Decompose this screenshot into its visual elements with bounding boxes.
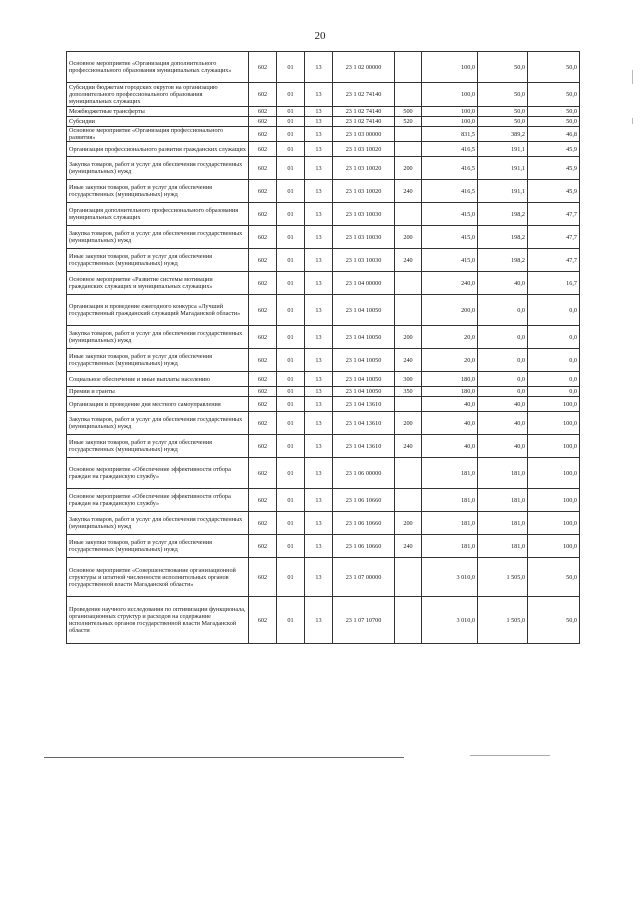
cell-section: 01: [277, 597, 305, 644]
cell-section: 01: [277, 127, 305, 142]
cell-percent: 0,0: [528, 326, 580, 349]
cell-planned: 181,0: [422, 458, 478, 489]
cell-name: Субсидии: [67, 117, 249, 127]
cell-name: Проведение научного исследования по оптимизации функционала, организационных структур и расходов на содержание исполнительных органов государственной власти Магаданской области: [67, 597, 249, 644]
cell-target-article: 23 1 06 10660: [333, 512, 395, 535]
cell-expense-type: 240: [395, 349, 422, 372]
cell-ved: 602: [249, 127, 277, 142]
cell-target-article: 23 1 04 10050: [333, 372, 395, 387]
table-row: [67, 489, 580, 512]
cell-planned: 181,0: [422, 489, 478, 512]
cell-ved: 602: [249, 203, 277, 226]
table-row: [67, 412, 580, 435]
page-number: 20: [314, 30, 326, 42]
table-row: [67, 107, 580, 117]
cell-name: Межбюджетные трансферты: [67, 107, 249, 117]
cell-ved: 602: [249, 412, 277, 435]
cell-planned: 180,0: [422, 387, 478, 397]
cell-subsection: 13: [305, 117, 333, 127]
cell-subsection: 13: [305, 489, 333, 512]
cell-expense-type: 200: [395, 412, 422, 435]
cell-name: Закупка товаров, работ и услуг для обеспечения государственных (муниципальных) нужд: [67, 226, 249, 249]
cell-target-article: 23 1 04 10050: [333, 349, 395, 372]
cell-percent: 47,7: [528, 226, 580, 249]
cell-name: Основное мероприятие «Обеспечение эффективности отбора граждан на гражданскую службу»: [67, 489, 249, 512]
cell-planned: 181,0: [422, 512, 478, 535]
cell-planned: 415,0: [422, 226, 478, 249]
cell-ved: 602: [249, 387, 277, 397]
cell-subsection: 13: [305, 52, 333, 83]
cell-ved: 602: [249, 180, 277, 203]
cell-subsection: 13: [305, 412, 333, 435]
cell-subsection: 13: [305, 397, 333, 412]
cell-subsection: 13: [305, 203, 333, 226]
cell-planned: 416,5: [422, 180, 478, 203]
cell-section: 01: [277, 83, 305, 107]
cell-ved: 602: [249, 107, 277, 117]
cell-ved: 602: [249, 52, 277, 83]
cell-executed: 181,0: [478, 512, 528, 535]
cell-expense-type: 240: [395, 435, 422, 458]
cell-percent: 47,7: [528, 249, 580, 272]
cell-target-article: 23 1 03 10030: [333, 249, 395, 272]
cell-subsection: 13: [305, 83, 333, 107]
cell-planned: 831,5: [422, 127, 478, 142]
cell-target-article: 23 1 02 74140: [333, 107, 395, 117]
cell-target-article: 23 1 04 13610: [333, 412, 395, 435]
cell-percent: 50,0: [528, 597, 580, 644]
cell-subsection: 13: [305, 157, 333, 180]
cell-name: Закупка товаров, работ и услуг для обеспечения государственных (муниципальных) нужд: [67, 512, 249, 535]
cell-executed: 191,1: [478, 142, 528, 157]
cell-subsection: 13: [305, 127, 333, 142]
cell-name: Организация профессионального развития гражданских служащих: [67, 142, 249, 157]
cell-planned: 415,0: [422, 203, 478, 226]
table-row: [67, 180, 580, 203]
table-row: [67, 83, 580, 107]
cell-subsection: 13: [305, 249, 333, 272]
cell-name: Иные закупки товаров, работ и услуг для обеспечения государственных (муниципальных) нужд: [67, 249, 249, 272]
cell-name: Премии и гранты: [67, 387, 249, 397]
cell-subsection: 13: [305, 458, 333, 489]
cell-executed: 0,0: [478, 326, 528, 349]
cell-section: 01: [277, 435, 305, 458]
cell-section: 01: [277, 387, 305, 397]
cell-percent: 16,7: [528, 272, 580, 295]
cell-name: Иные закупки товаров, работ и услуг для обеспечения государственных (муниципальных) нужд: [67, 435, 249, 458]
cell-percent: 100,0: [528, 412, 580, 435]
cell-planned: 416,5: [422, 142, 478, 157]
cell-executed: 198,2: [478, 203, 528, 226]
cell-name: Иные закупки товаров, работ и услуг для обеспечения государственных (муниципальных) нужд: [67, 349, 249, 372]
table-row: [67, 203, 580, 226]
cell-executed: 198,2: [478, 249, 528, 272]
cell-section: 01: [277, 142, 305, 157]
cell-target-article: 23 1 06 00000: [333, 458, 395, 489]
cell-target-article: 23 1 04 13610: [333, 435, 395, 458]
cell-subsection: 13: [305, 558, 333, 597]
cell-name: Закупка товаров, работ и услуг для обеспечения государственных (муниципальных) нужд: [67, 157, 249, 180]
cell-section: 01: [277, 512, 305, 535]
cell-target-article: 23 1 03 10030: [333, 226, 395, 249]
cell-target-article: 23 1 06 10660: [333, 489, 395, 512]
cell-section: 01: [277, 272, 305, 295]
cell-target-article: 23 1 04 10050: [333, 387, 395, 397]
cell-name: Закупка товаров, работ и услуг для обеспечения государственных (муниципальных) нужд: [67, 326, 249, 349]
cell-executed: 50,0: [478, 117, 528, 127]
table-row: [67, 249, 580, 272]
cell-percent: 46,8: [528, 127, 580, 142]
cell-expense-type: 200: [395, 157, 422, 180]
scan-edge-mark: [632, 118, 633, 124]
cell-expense-type: 240: [395, 535, 422, 558]
cell-percent: 45,9: [528, 180, 580, 203]
cell-section: 01: [277, 326, 305, 349]
cell-expense-type: [395, 272, 422, 295]
cell-executed: 0,0: [478, 387, 528, 397]
cell-target-article: 23 1 03 10020: [333, 142, 395, 157]
table-row: [67, 326, 580, 349]
cell-subsection: 13: [305, 372, 333, 387]
cell-name: Иные закупки товаров, работ и услуг для обеспечения государственных (муниципальных) нужд: [67, 180, 249, 203]
cell-ved: 602: [249, 326, 277, 349]
cell-percent: 100,0: [528, 458, 580, 489]
cell-percent: 45,9: [528, 142, 580, 157]
cell-section: 01: [277, 157, 305, 180]
cell-ved: 602: [249, 597, 277, 644]
cell-target-article: 23 1 03 00000: [333, 127, 395, 142]
cell-name: Социальное обеспечение и иные выплаты населению: [67, 372, 249, 387]
cell-executed: 50,0: [478, 52, 528, 83]
cell-planned: 40,0: [422, 435, 478, 458]
cell-ved: 602: [249, 372, 277, 387]
table-row: [67, 535, 580, 558]
cell-target-article: 23 1 04 00000: [333, 272, 395, 295]
cell-subsection: 13: [305, 272, 333, 295]
cell-executed: 181,0: [478, 535, 528, 558]
cell-planned: 416,5: [422, 157, 478, 180]
cell-executed: 389,2: [478, 127, 528, 142]
table-row: [67, 295, 580, 326]
cell-expense-type: 300: [395, 372, 422, 387]
cell-percent: 50,0: [528, 52, 580, 83]
cell-expense-type: [395, 52, 422, 83]
cell-name: Организация дополнительного профессионального образования муниципальных служащих: [67, 203, 249, 226]
cell-target-article: 23 1 04 10050: [333, 326, 395, 349]
cell-executed: 0,0: [478, 295, 528, 326]
cell-expense-type: 200: [395, 512, 422, 535]
cell-planned: 100,0: [422, 117, 478, 127]
cell-ved: 602: [249, 458, 277, 489]
bottom-rule: [44, 757, 404, 758]
cell-section: 01: [277, 295, 305, 326]
cell-percent: 100,0: [528, 435, 580, 458]
cell-name: Организация и проведение дня местного самоуправления: [67, 397, 249, 412]
cell-section: 01: [277, 349, 305, 372]
cell-executed: 40,0: [478, 272, 528, 295]
cell-section: 01: [277, 249, 305, 272]
cell-percent: 0,0: [528, 387, 580, 397]
cell-ved: 602: [249, 558, 277, 597]
table-row: [67, 558, 580, 597]
cell-percent: 100,0: [528, 535, 580, 558]
cell-subsection: 13: [305, 295, 333, 326]
scan-edge-mark: [632, 70, 633, 84]
cell-ved: 602: [249, 249, 277, 272]
cell-executed: 40,0: [478, 397, 528, 412]
cell-name: Основное мероприятие «Организация профессионального развития»: [67, 127, 249, 142]
table-row: [67, 272, 580, 295]
cell-subsection: 13: [305, 226, 333, 249]
cell-ved: 602: [249, 83, 277, 107]
cell-name: Основное мероприятие «Обеспечение эффективности отбора граждан на гражданскую службу»: [67, 458, 249, 489]
cell-ved: 602: [249, 295, 277, 326]
cell-target-article: 23 1 03 10020: [333, 157, 395, 180]
cell-percent: 0,0: [528, 349, 580, 372]
table-row: [67, 127, 580, 142]
cell-expense-type: [395, 295, 422, 326]
cell-percent: 100,0: [528, 489, 580, 512]
cell-name: Основное мероприятие «Совершенствование организационной структуры и штатной численности исполнительных органов государственной власти Магаданской области»: [67, 558, 249, 597]
cell-planned: 180,0: [422, 372, 478, 387]
table-row: [67, 458, 580, 489]
cell-executed: 0,0: [478, 372, 528, 387]
table-row: [67, 349, 580, 372]
cell-expense-type: [395, 397, 422, 412]
cell-planned: 40,0: [422, 412, 478, 435]
cell-expense-type: 200: [395, 226, 422, 249]
cell-planned: 100,0: [422, 107, 478, 117]
cell-section: 01: [277, 180, 305, 203]
cell-percent: 50,0: [528, 117, 580, 127]
cell-executed: 0,0: [478, 349, 528, 372]
cell-subsection: 13: [305, 326, 333, 349]
cell-target-article: 23 1 02 74140: [333, 117, 395, 127]
cell-target-article: 23 1 06 10660: [333, 535, 395, 558]
cell-name: Субсидии бюджетам городских округов на организацию дополнительного профессионального образования муниципальных служащих: [67, 83, 249, 107]
cell-executed: 191,1: [478, 180, 528, 203]
cell-ved: 602: [249, 226, 277, 249]
cell-subsection: 13: [305, 435, 333, 458]
cell-planned: 3 010,0: [422, 558, 478, 597]
cell-executed: 191,1: [478, 157, 528, 180]
cell-planned: 20,0: [422, 326, 478, 349]
cell-expense-type: [395, 489, 422, 512]
cell-percent: 45,9: [528, 157, 580, 180]
cell-ved: 602: [249, 397, 277, 412]
cell-planned: 20,0: [422, 349, 478, 372]
cell-target-article: 23 1 03 10030: [333, 203, 395, 226]
cell-target-article: 23 1 07 00000: [333, 558, 395, 597]
cell-executed: 50,0: [478, 83, 528, 107]
cell-percent: 0,0: [528, 295, 580, 326]
cell-expense-type: 500: [395, 107, 422, 117]
cell-planned: 3 010,0: [422, 597, 478, 644]
table-row: [67, 512, 580, 535]
cell-expense-type: [395, 458, 422, 489]
table-row: [67, 157, 580, 180]
cell-ved: 602: [249, 489, 277, 512]
cell-expense-type: [395, 203, 422, 226]
cell-subsection: 13: [305, 535, 333, 558]
cell-section: 01: [277, 535, 305, 558]
cell-expense-type: [395, 142, 422, 157]
cell-section: 01: [277, 397, 305, 412]
cell-target-article: 23 1 04 10050: [333, 295, 395, 326]
cell-ved: 602: [249, 157, 277, 180]
cell-planned: 100,0: [422, 83, 478, 107]
cell-executed: 1 505,0: [478, 597, 528, 644]
cell-executed: 1 505,0: [478, 558, 528, 597]
table-row: [67, 117, 580, 127]
table-row: [67, 387, 580, 397]
cell-executed: 181,0: [478, 489, 528, 512]
cell-name: Основное мероприятие «Организация дополнительного профессионального образования муниципальных служащих»: [67, 52, 249, 83]
budget-table: [66, 51, 580, 644]
cell-expense-type: 240: [395, 180, 422, 203]
cell-subsection: 13: [305, 387, 333, 397]
cell-section: 01: [277, 458, 305, 489]
cell-subsection: 13: [305, 142, 333, 157]
cell-section: 01: [277, 203, 305, 226]
cell-ved: 602: [249, 349, 277, 372]
cell-section: 01: [277, 489, 305, 512]
cell-planned: 100,0: [422, 52, 478, 83]
cell-percent: 0,0: [528, 372, 580, 387]
cell-name: Иные закупки товаров, работ и услуг для обеспечения государственных (муниципальных) нужд: [67, 535, 249, 558]
cell-planned: 181,0: [422, 535, 478, 558]
cell-ved: 602: [249, 435, 277, 458]
cell-name: Организация и проведение ежегодного конкурса «Лучший государственный гражданский служащий Магаданской области»: [67, 295, 249, 326]
cell-subsection: 13: [305, 512, 333, 535]
cell-section: 01: [277, 226, 305, 249]
cell-expense-type: [395, 597, 422, 644]
cell-target-article: 23 1 02 00000: [333, 52, 395, 83]
cell-expense-type: 350: [395, 387, 422, 397]
bottom-rule-faint: [470, 755, 550, 756]
cell-subsection: 13: [305, 597, 333, 644]
cell-percent: 50,0: [528, 558, 580, 597]
cell-target-article: 23 1 04 13610: [333, 397, 395, 412]
cell-expense-type: [395, 127, 422, 142]
cell-percent: 100,0: [528, 512, 580, 535]
cell-executed: 181,0: [478, 458, 528, 489]
cell-executed: 198,2: [478, 226, 528, 249]
cell-ved: 602: [249, 117, 277, 127]
cell-percent: 50,0: [528, 83, 580, 107]
cell-ved: 602: [249, 512, 277, 535]
cell-percent: 47,7: [528, 203, 580, 226]
cell-subsection: 13: [305, 107, 333, 117]
cell-executed: 50,0: [478, 107, 528, 117]
table-row: [67, 597, 580, 644]
cell-section: 01: [277, 412, 305, 435]
table-row: [67, 52, 580, 83]
cell-expense-type: 520: [395, 117, 422, 127]
cell-executed: 40,0: [478, 435, 528, 458]
cell-planned: 200,0: [422, 295, 478, 326]
cell-expense-type: [395, 558, 422, 597]
cell-section: 01: [277, 117, 305, 127]
cell-ved: 602: [249, 272, 277, 295]
table-row: [67, 397, 580, 412]
cell-target-article: 23 1 03 10020: [333, 180, 395, 203]
cell-expense-type: [395, 83, 422, 107]
cell-ved: 602: [249, 535, 277, 558]
cell-planned: 240,0: [422, 272, 478, 295]
cell-executed: 40,0: [478, 412, 528, 435]
table-row: [67, 142, 580, 157]
cell-section: 01: [277, 558, 305, 597]
cell-target-article: 23 1 02 74140: [333, 83, 395, 107]
cell-planned: 40,0: [422, 397, 478, 412]
cell-subsection: 13: [305, 349, 333, 372]
cell-percent: 50,0: [528, 107, 580, 117]
cell-section: 01: [277, 107, 305, 117]
cell-target-article: 23 1 07 10700: [333, 597, 395, 644]
cell-percent: 100,0: [528, 397, 580, 412]
table-row: [67, 435, 580, 458]
cell-expense-type: 240: [395, 249, 422, 272]
cell-name: Основное мероприятие «Развитие системы мотивации гражданских служащих и муниципальных служащих»: [67, 272, 249, 295]
cell-subsection: 13: [305, 180, 333, 203]
cell-expense-type: 200: [395, 326, 422, 349]
table-row: [67, 226, 580, 249]
cell-section: 01: [277, 372, 305, 387]
cell-name: Закупка товаров, работ и услуг для обеспечения государственных (муниципальных) нужд: [67, 412, 249, 435]
cell-section: 01: [277, 52, 305, 83]
table-row: [67, 372, 580, 387]
cell-ved: 602: [249, 142, 277, 157]
cell-planned: 415,0: [422, 249, 478, 272]
